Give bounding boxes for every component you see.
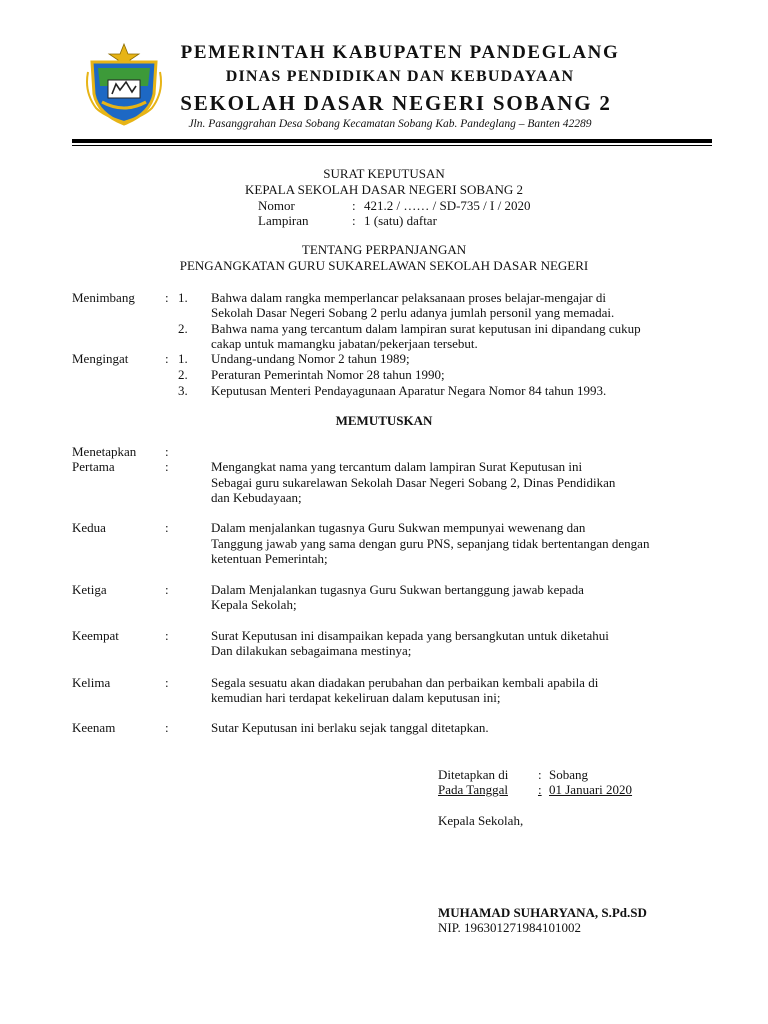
signatory-name: MUHAMAD SUHARYANA, S.Pd.SD: [438, 905, 647, 920]
decision-colon: :: [165, 459, 169, 474]
signature-place-colon: :: [538, 767, 542, 782]
memutuskan-heading: MEMUTUSKAN: [335, 413, 433, 428]
lampiran-value: 1 (satu) daftar: [364, 213, 437, 228]
decision-text: Tanggung jawab yang sama dengan guru PNS, sepanjang tidak bertentangan dengan: [211, 536, 650, 551]
decision-colon: :: [165, 720, 169, 735]
menimbang-item-number: 1.: [178, 290, 188, 305]
mengingat-item-text: Undang-undang Nomor 2 tahun 1989;: [211, 351, 410, 366]
decision-label: Kelima: [72, 675, 111, 690]
signature-place-value: Sobang: [549, 767, 588, 782]
decision-text: Sutar Keputusan ini berlaku sejak tanggal ditetapkan.: [211, 720, 489, 735]
menetapkan-colon: :: [165, 444, 169, 459]
decision-colon: :: [165, 628, 169, 643]
decision-colon: :: [165, 582, 169, 597]
letterhead-government: PEMERINTAH KABUPATEN PANDEGLANG: [180, 42, 620, 63]
mengingat-item-number: 3.: [178, 383, 188, 398]
signature-place-label: Ditetapkan di: [438, 767, 509, 782]
mengingat-item-number: 2.: [178, 367, 188, 382]
lampiran-colon: :: [352, 213, 356, 228]
mengingat-item-text: Peraturan Pemerintah Nomor 28 tahun 1990;: [211, 367, 445, 382]
lampiran-label: Lampiran: [258, 213, 309, 228]
letterhead-thin-rule: [72, 145, 712, 146]
mengingat-item-text: Keputusan Menteri Pendayagunaan Aparatur Negara Nomor 84 tahun 1993.: [211, 383, 607, 398]
decision-label: Kedua: [72, 520, 106, 535]
letterhead-address: Jln. Pasanggrahan Desa Sobang Kecamatan Sobang Kab. Pandeglang – Banten 42289: [188, 118, 592, 130]
menimbang-colon: :: [165, 290, 169, 305]
mengingat-item-number: 1.: [178, 351, 188, 366]
decision-text: Surat Keputusan ini disampaikan kepada yang bersangkutan untuk diketahui: [211, 628, 609, 643]
decision-text: Dalam menjalankan tugasnya Guru Sukwan mempunyai wewenang dan: [211, 520, 586, 535]
decision-text: kemudian hari terdapat kekeliruan dalam keputusan ini;: [211, 690, 501, 705]
decision-label: Pertama: [72, 459, 115, 474]
menimbang-item-text: Sekolah Dasar Negeri Sobang 2 perlu adanya jumlah personil yang memadai.: [211, 305, 615, 320]
subject-line-2: PENGANGKATAN GURU SUKARELAWAN SEKOLAH DASAR NEGERI: [179, 258, 589, 273]
signature-position: Kepala Sekolah,: [438, 813, 524, 828]
decision-text: Dan dilakukan sebagaimana mestinya;: [211, 643, 412, 658]
menimbang-item-number: 2.: [178, 321, 188, 336]
decision-colon: :: [165, 675, 169, 690]
decision-text: ketentuan Pemerintah;: [211, 551, 328, 566]
menimbang-item-text: Bahwa dalam rangka memperlancar pelaksanaan proses belajar-mengajar di: [211, 290, 606, 305]
document-issuer: KEPALA SEKOLAH DASAR NEGERI SOBANG 2: [245, 182, 523, 197]
decision-label: Keenam: [72, 720, 116, 735]
letterhead-department: DINAS PENDIDIKAN DAN KEBUDAYAAN: [225, 68, 575, 85]
decision-label: Keempat: [72, 628, 119, 643]
decision-text: Kepala Sekolah;: [211, 597, 297, 612]
letterhead-school: SEKOLAH DASAR NEGERI SOBANG 2: [180, 91, 612, 115]
signature-date-label: Pada Tanggal: [438, 782, 508, 797]
mengingat-colon: :: [165, 351, 169, 366]
subject-line-1: TENTANG PERPANJANGAN: [301, 242, 467, 257]
decision-text: Sebagai guru sukarelawan Sekolah Dasar Negeri Sobang 2, Dinas Pendidikan: [211, 475, 616, 490]
decision-text: Mengangkat nama yang tercantum dalam lampiran Surat Keputusan ini: [211, 459, 583, 474]
decision-text: Dalam Menjalankan tugasnya Guru Sukwan bertanggung jawab kepada: [211, 582, 584, 597]
menimbang-item-text: Bahwa nama yang tercantum dalam lampiran surat keputusan ini dipandang cukup: [211, 321, 641, 336]
nomor-label: Nomor: [258, 198, 295, 213]
menetapkan-label: Menetapkan: [72, 444, 137, 459]
menimbang-label: Menimbang: [72, 290, 135, 305]
signature-date-colon: :: [538, 782, 542, 797]
decision-text: Segala sesuatu akan diadakan perubahan dan perbaikan kembali apabila di: [211, 675, 599, 690]
nomor-value: 421.2 / …… / SD-735 / I / 2020: [364, 198, 531, 213]
signatory-nip: NIP. 196301271984101002: [438, 920, 582, 935]
signature-date-value: 01 Januari 2020: [549, 782, 633, 797]
letterhead-thick-rule: [72, 139, 712, 143]
decision-label: Ketiga: [72, 582, 107, 597]
decision-text: dan Kebudayaan;: [211, 490, 302, 505]
decision-colon: :: [165, 520, 169, 535]
document-title: SURAT KEPUTUSAN: [323, 166, 445, 181]
nomor-colon: :: [352, 198, 356, 213]
menimbang-item-text: cakap untuk mamangku jabatan/pekerjaan tersebut.: [211, 336, 478, 351]
mengingat-label: Mengingat: [72, 351, 129, 366]
